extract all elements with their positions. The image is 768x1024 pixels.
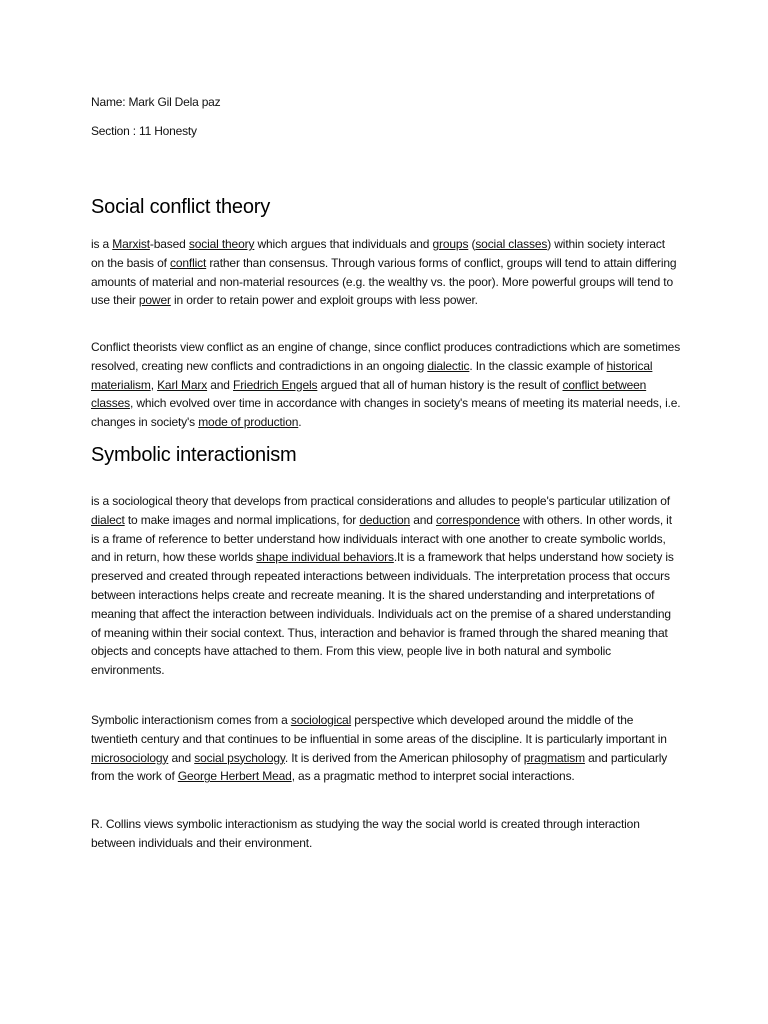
text-run: ( [468, 237, 476, 251]
text-run: and particularly from the work of [91, 750, 668, 784]
text-run: and [410, 512, 436, 527]
paragraph-1 [91, 235, 681, 310]
text-run: ) within society interact on the basis of [91, 237, 665, 270]
text-run: . [298, 415, 302, 430]
hyperlink-correspondence[interactable]: correspondence [435, 512, 520, 527]
hyperlink-social-theory[interactable]: social theory [188, 237, 255, 251]
hyperlink-pragmatism[interactable]: pragmatism [523, 750, 585, 765]
paragraph-3 [91, 492, 681, 680]
text-run: , which evolved over time in accordance with changes in society's means of meeting its material needs, i.e. changes in society's [91, 396, 681, 430]
text-run: is a sociological theory that develops from practical considerations and alludes to people's particular utilization of [91, 494, 670, 508]
text-run: . It is derived from the American philosophy of [284, 750, 524, 765]
text-run: is a [91, 237, 113, 251]
hyperlink-shape-individual-behaviors[interactable]: shape individual behaviors [256, 550, 394, 565]
hyperlink-historical-materialism[interactable]: historical materialism [91, 358, 653, 392]
paragraph-2 [91, 338, 681, 432]
text-run: and [168, 750, 195, 765]
hyperlink-george-herbert-mead[interactable]: George Herbert Mead [177, 769, 292, 784]
heading-social-conflict-theory: Social conflict theory [91, 196, 271, 218]
text-run: which argues that individuals and [254, 237, 433, 251]
hyperlink-conflict[interactable]: conflict [170, 255, 207, 270]
paragraph-5 [91, 815, 681, 853]
text-run: perspective which developed around the middle of the twentieth century and that continues to be influential in some areas of the discipline. It is particularly important in [91, 713, 667, 746]
text-run: argued that all of human history is the result of [317, 377, 563, 392]
text-run: to make images and normal implications, for [124, 512, 360, 527]
hyperlink-groups[interactable]: groups [432, 237, 469, 251]
hyperlink-dialectic[interactable]: dialectic [427, 358, 470, 373]
text-run: and [207, 377, 234, 392]
text-run: rather than consensus. Through various forms of conflict, groups will tend to attain differing amounts of material and non-material resources (e.g. the wealthy vs. the poor). More powerful groups will tend to use their [91, 255, 677, 308]
hyperlink-karl-marx[interactable]: Karl Marx [157, 377, 208, 392]
hyperlink-sociological[interactable]: sociological [290, 713, 352, 727]
student-name: Name: Mark Gil Dela paz [91, 95, 221, 109]
text-run: with others. In other words, it is a frame of reference to better understand how individuals interact with one another to create symbolic worlds, and in return, how these worlds [91, 512, 672, 565]
text-run: R. Collins views symbolic interactionism as studying the way the social world is created through interaction between individuals and their environment. [91, 817, 640, 850]
heading-symbolic-interactionism: Symbolic interactionism [91, 444, 297, 466]
paragraph-4 [91, 711, 681, 786]
text-run: , [150, 377, 158, 392]
student-section: Section : 11 Honesty [91, 124, 197, 138]
text-run: .It is a framework that helps understand how society is preserved and created through repeated interactions between individuals. The interpretation process that occurs between interactions helps create and recreate meaning. It is the shared understanding and interpretations of meaning that affect the interaction between individuals. Individuals act on the premise of a shared understanding of meaning within their social context. Thus, interaction and behavior is framed through the shared meaning that objects and concepts have attached to them. From this view, people live in both natural and symbolic environments. [91, 550, 674, 678]
hyperlink-marxist[interactable]: Marxist [112, 237, 150, 251]
text-run: -based [149, 237, 189, 251]
text-run: . In the classic example of [469, 358, 607, 373]
text-run: , as a pragmatic method to interpret social interactions. [291, 769, 575, 784]
hyperlink-conflict-between-classes[interactable]: conflict between classes [91, 377, 647, 411]
hyperlink-microsociology[interactable]: microsociology [91, 750, 169, 765]
hyperlink-social-classes[interactable]: social classes [475, 237, 548, 251]
hyperlink-power[interactable]: power [138, 293, 171, 308]
hyperlink-social-psychology[interactable]: social psychology [194, 750, 285, 765]
hyperlink-friedrich-engels[interactable]: Friedrich Engels [233, 377, 318, 392]
hyperlink-dialect[interactable]: dialect [91, 512, 125, 527]
text-run: in order to retain power and exploit groups with less power. [170, 293, 478, 308]
text-run: Conflict theorists view conflict as an engine of change, since conflict produces contradictions which are sometimes resolved, creating new conflicts and contradictions in an ongoing [91, 340, 681, 373]
hyperlink-deduction[interactable]: deduction [359, 512, 411, 527]
text-run: Symbolic interactionism comes from a [91, 713, 291, 727]
hyperlink-mode-of-production[interactable]: mode of production [198, 415, 299, 430]
